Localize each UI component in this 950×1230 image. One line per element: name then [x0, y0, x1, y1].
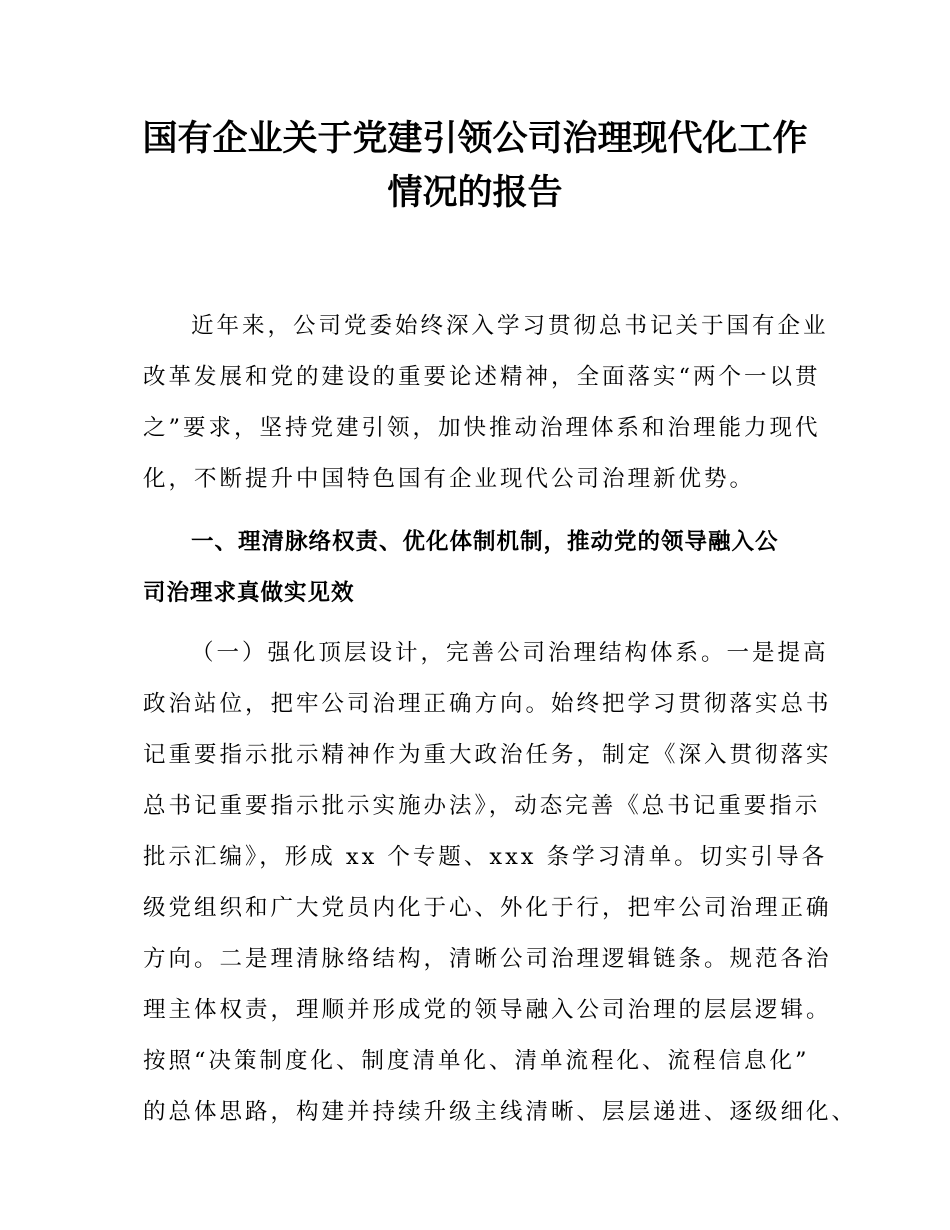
section-heading: [143, 517, 823, 619]
title-line-1: 国有企业关于党建引领公司治理现代化工作: [142, 119, 808, 159]
section-heading-line-1: 一、理清脉络权责、优化体制机制，推动党的领导融入公: [191, 529, 779, 555]
section-line-2: 政治站位，把牢公司治理正确方向。始终把学习贯彻落实总书: [143, 691, 832, 717]
intro-line-4: 化，不断提升中国特色国有企业现代公司治理新优势。: [143, 466, 756, 492]
section-line-7: 方向。二是理清脉络结构，清晰公司治理逻辑链条。规范各治: [143, 946, 832, 972]
section-paragraph: [143, 628, 858, 1138]
section-heading-line-2: 司治理求真做实见效: [143, 580, 355, 606]
title-line-2: 情况的报告: [387, 173, 563, 213]
intro-line-3: 之”要求，坚持党建引领，加快推动治理体系和治理能力现代: [143, 415, 821, 441]
intro-paragraph: [143, 301, 829, 505]
intro-line-1: 近年来，公司党委始终深入学习贯彻总书记关于国有企业: [191, 313, 829, 339]
section-line-1: （一）强化顶层设计，完善公司治理结构体系。一是提高: [191, 640, 829, 666]
section-line-10: 的总体思路，构建并持续升级主线清晰、层层递进、逐级细化、: [143, 1099, 858, 1125]
section-line-6: 级党组织和广大党员内化于心、外化于行，把牢公司治理正确: [143, 895, 832, 921]
section-line-3: 记重要指示批示精神作为重大政治任务，制定《深入贯彻落实: [143, 742, 832, 768]
intro-line-2: 改革发展和党的建设的重要论述精神，全面落实“两个一以贯: [143, 364, 821, 390]
document-title: [110, 112, 840, 220]
section-line-5: 批示汇编》，形成 xx 个专题、xxx 条学习清单。切实引导各: [143, 844, 828, 870]
section-line-4: 总书记重要指示批示实施办法》，动态完善《总书记重要指示: [143, 793, 821, 819]
section-line-9: 按照“决策制度化、制度清单化、清单流程化、流程信息化”: [143, 1048, 810, 1074]
section-line-8: 理主体权责，理顺并形成党的领导融入公司治理的层层逻辑。: [143, 997, 832, 1023]
